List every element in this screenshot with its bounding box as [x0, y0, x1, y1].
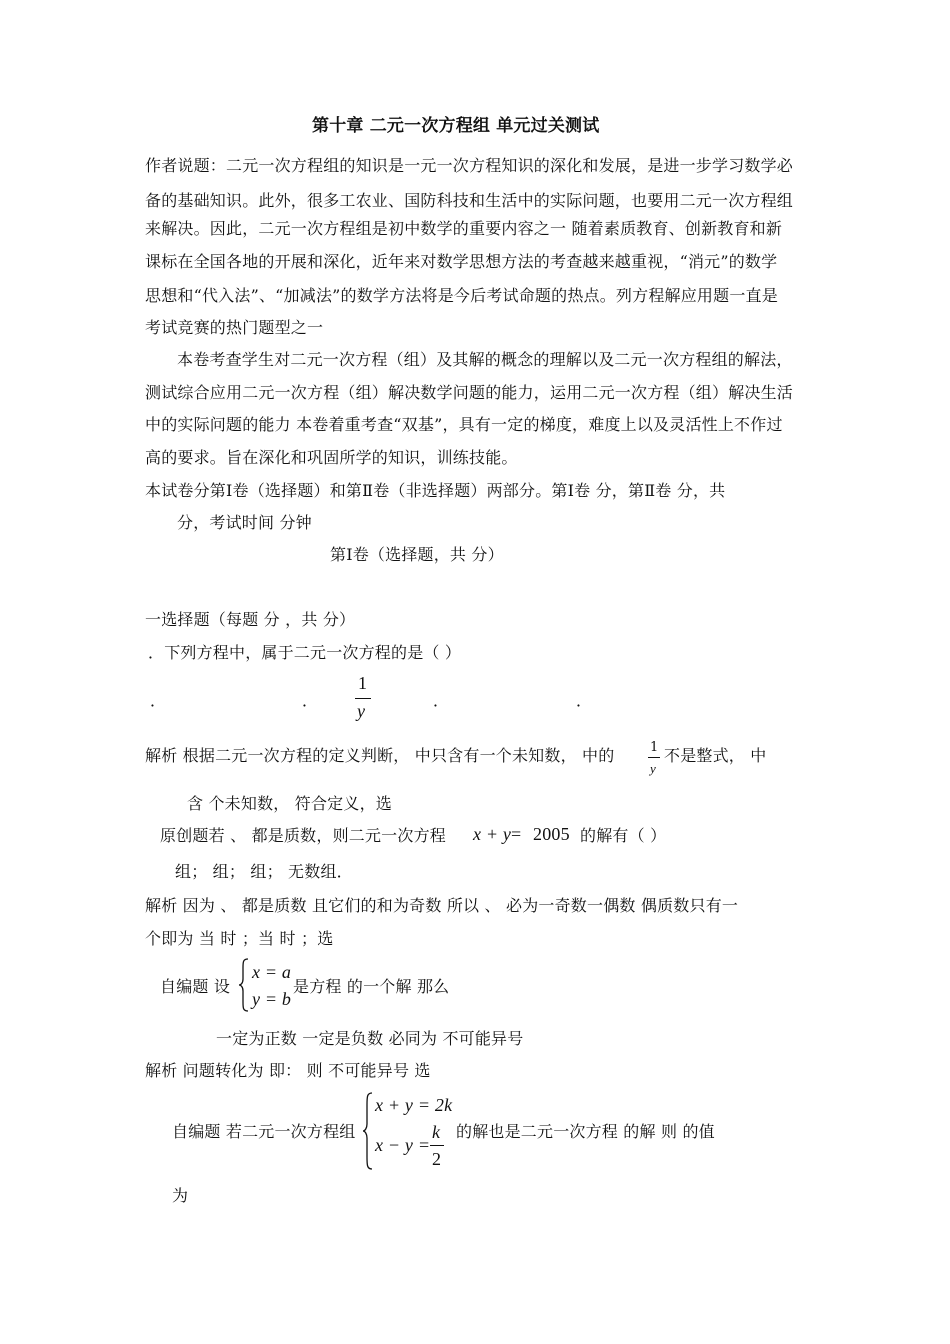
q1-option-c-dot: ． — [433, 691, 450, 710]
q1-analysis-text-a: 解析 根据二元一次方程的定义判断， 中只含有一个未知数， 中的 — [145, 746, 615, 765]
intro-line-3: 来解决。因此，二元一次方程组是初中数学的重要内容之一 随着素质教育、创新教育和新 — [145, 219, 783, 238]
para3-line-1: 本试卷分第Ⅰ卷（选择题）和第Ⅱ卷（非选择题）两部分。第Ⅰ卷 分，第Ⅱ卷 分，共 — [145, 481, 726, 500]
q4-frac-denominator: 2 — [432, 1149, 442, 1169]
intro-line-1: 作者说题：二元一次方程组的知识是一元一次方程知识的深化和发展，是进一步学习数学必 — [145, 156, 794, 175]
intro-line-2: 备的基础知识。此外，很多工农业、国防科技和生活中的实际问题，也要用二元一次方程组 — [145, 191, 794, 210]
q2-stem-a: 原创题若 、 都是质数，则二元一次方程 — [160, 826, 446, 845]
q1-analysis-frac-den: y — [650, 761, 656, 776]
q1-fraction-denominator: y — [357, 701, 366, 721]
q4-system-eq-1: x + y = 2k — [375, 1095, 453, 1115]
q3-system-eq-1: x = a — [252, 962, 292, 982]
q1-fraction-bar — [355, 698, 371, 699]
q1-analysis-line-2: 含 个未知数， 符合定义，选 — [187, 794, 392, 813]
q4-frac-bar — [430, 1145, 444, 1146]
q1-option-d-dot: ． — [576, 691, 593, 710]
q1-option-b-dot: ． — [302, 691, 319, 710]
para2-line-3: 中的实际问题的能力 本卷着重考查“双基”，具有一定的梯度，难度上以及灵活性上不作过 — [145, 415, 783, 434]
q3-system-eq-2: y = b — [252, 989, 292, 1009]
intro-line-5: 思想和“代入法”、“加减法”的数学方法将是今后考试命题的热点。列方程解应用题一直是 — [145, 286, 778, 305]
q1-stem: ．下列方程中，属于二元一次方程的是（ ） — [148, 643, 462, 662]
q3-suffix: 是方程 的一个解 那么 — [293, 977, 450, 996]
section-heading: 第Ⅰ卷（选择题，共 分） — [330, 545, 504, 564]
q4-left-brace — [362, 1092, 374, 1170]
intro-line-6: 考试竞赛的热门题型之一 — [145, 318, 324, 337]
q2-stem-b: 的解有（ ） — [580, 826, 667, 845]
q4-frac-numerator: k — [432, 1122, 441, 1142]
para2-line-4: 高的要求。旨在深化和巩固所学的知识，训练技能。 — [145, 448, 518, 467]
q3-analysis: 解析 问题转化为 即： 则 不可能异号 选 — [145, 1061, 431, 1080]
q3-options: 一定为正数 一定是负数 必同为 不可能异号 — [216, 1029, 524, 1048]
q2-equation-rhs: 2005 — [533, 824, 570, 844]
choice-heading: 一选择题（每题 分 ，共 分） — [145, 610, 356, 629]
para3-line-2: 分，考试时间 分钟 — [177, 513, 312, 532]
q1-analysis-frac-num: 1 — [650, 740, 659, 755]
q1-analysis-text-b: 不是整式， 中 — [664, 746, 767, 765]
q4-suffix: 的解也是二元一次方程 的解 则 的值 — [456, 1122, 715, 1141]
q1-analysis-frac-bar — [648, 757, 660, 758]
para2-line-1: 本卷考查学生对二元一次方程（组）及其解的概念的理解以及二元一次方程组的解法， — [177, 350, 793, 369]
q4-prefix: 自编题 若二元一次方程组 — [172, 1122, 356, 1141]
para2-line-2: 测试综合应用二元一次方程（组）解决数学问题的能力，运用二元一次方程（组）解决生活 — [145, 383, 794, 402]
q2-equation-equals: = — [511, 824, 522, 844]
q3-prefix: 自编题 设 — [160, 977, 231, 996]
q2-analysis-line-1: 解析 因为 、 都是质数 且它们的和为奇数 所以 、 必为一奇数一偶数 偶质数只有一 — [145, 896, 739, 915]
q1-fraction-numerator: 1 — [358, 673, 368, 693]
q3-left-brace — [238, 958, 250, 1012]
intro-line-4: 课标在全国各地的开展和深化，近年来对数学思想方法的考查越来越重视，“消元”的数学 — [145, 252, 778, 271]
q2-analysis-line-2: 个即为 当 时 ；当 时 ；选 — [145, 929, 334, 948]
q4-line-2: 为 — [172, 1186, 189, 1205]
doc-title: 第十章 二元一次方程组 单元过关测试 — [312, 116, 600, 136]
q2-equation-lhs: x + y — [473, 824, 512, 844]
q1-option-a-dot: ． — [150, 691, 167, 710]
q4-system-eq-2-lhs: x − y = — [375, 1135, 431, 1155]
q2-options: 组； 组； 组； 无数组． — [175, 862, 353, 881]
